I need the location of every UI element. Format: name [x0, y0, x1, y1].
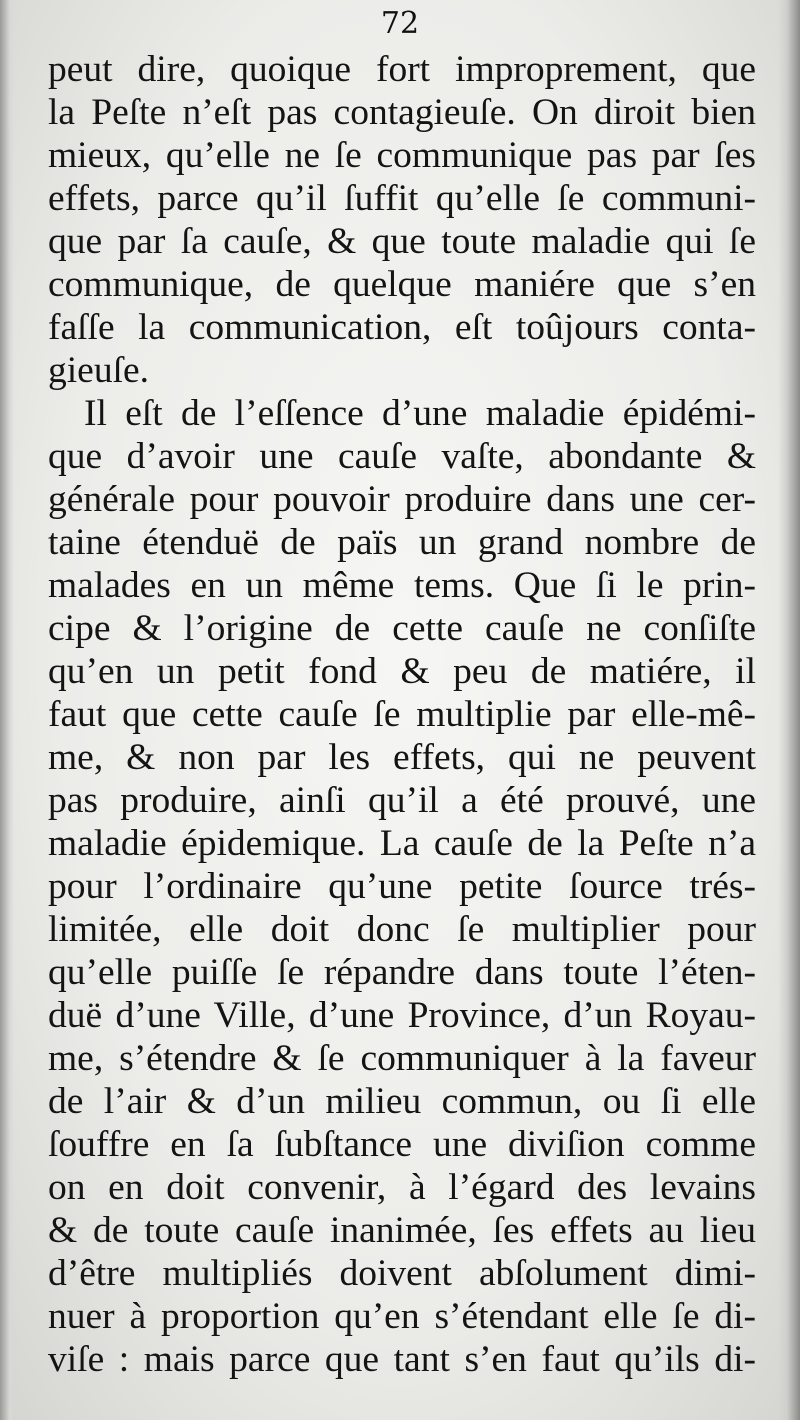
- text-line: qu’en un petit fond & peu de matiére, il: [48, 651, 756, 692]
- text-line: générale pour pouvoir produire dans une cer-: [48, 479, 756, 520]
- text-line: faſſe la communication, eſt toûjours conta-: [48, 307, 756, 348]
- text-line: duë d’une Ville, d’une Province, d’un Royau-: [48, 995, 756, 1036]
- text-line: communique, de quelque maniére que s’en: [48, 264, 756, 305]
- text-line: limitée, elle doit donc ſe multiplier pour: [48, 909, 756, 950]
- text-line: d’être multipliés doivent abſolument dimi-: [48, 1253, 756, 1294]
- text-line: maladie épidemique. La cauſe de la Peſte n’a: [48, 823, 756, 864]
- text-line: la Peſte n’eſt pas contagieuſe. On diroit bien: [48, 92, 756, 133]
- text-line: & de toute cauſe inanimée, ſes effets au lieu: [48, 1210, 756, 1251]
- text-line: effets, parce qu’il ſuffit qu’elle ſe communi-: [48, 178, 756, 219]
- body-text: [48, 48, 756, 1381]
- text-line: mieux, qu’elle ne ſe communique pas par ſes: [48, 135, 756, 176]
- text-line: Il eſt de l’eſſence d’une maladie épidémi-: [84, 393, 756, 434]
- text-line: que d’avoir une cauſe vaſte, abondante &: [48, 436, 756, 477]
- text-line: que par ſa cauſe, & que toute maladie qui ſe: [48, 221, 756, 262]
- page-number: 72: [380, 6, 420, 41]
- text-line: gieuſe.: [48, 350, 150, 391]
- text-line: viſe : mais parce que tant s’en faut qu’ils di-: [48, 1339, 756, 1380]
- text-line: me, & non par les effets, qui ne peuvent: [48, 737, 756, 778]
- text-line: malades en un même tems. Que ſi le prin-: [48, 565, 756, 606]
- text-line: nuer à proportion qu’en s’étendant elle ſe di-: [48, 1296, 756, 1337]
- text-line: on en doit convenir, à l’égard des levains: [48, 1167, 756, 1208]
- text-line: de l’air & d’un milieu commun, ou ſi elle: [48, 1081, 756, 1122]
- text-line: cipe & l’origine de cette cauſe ne conſiſte: [48, 608, 756, 649]
- text-line: faut que cette cauſe ſe multiplie par elle-mê-: [48, 694, 756, 735]
- page-shadow-left: [0, 0, 14, 1420]
- text-line: pour l’ordinaire qu’une petite ſource trés-: [48, 866, 756, 907]
- text-line: ſouffre en ſa ſubſtance une diviſion comme: [48, 1124, 756, 1165]
- text-line: me, s’étendre & ſe communiquer à la faveur: [48, 1038, 756, 1079]
- text-line: qu’elle puiſſe ſe répandre dans toute l’éten-: [48, 952, 756, 993]
- page-shadow-right: [778, 0, 800, 1420]
- text-line: pas produire, ainſi qu’il a été prouvé, une: [48, 780, 756, 821]
- text-line: taine étenduë de païs un grand nombre de: [48, 522, 756, 563]
- text-line: peut dire, quoique fort improprement, que: [48, 49, 756, 90]
